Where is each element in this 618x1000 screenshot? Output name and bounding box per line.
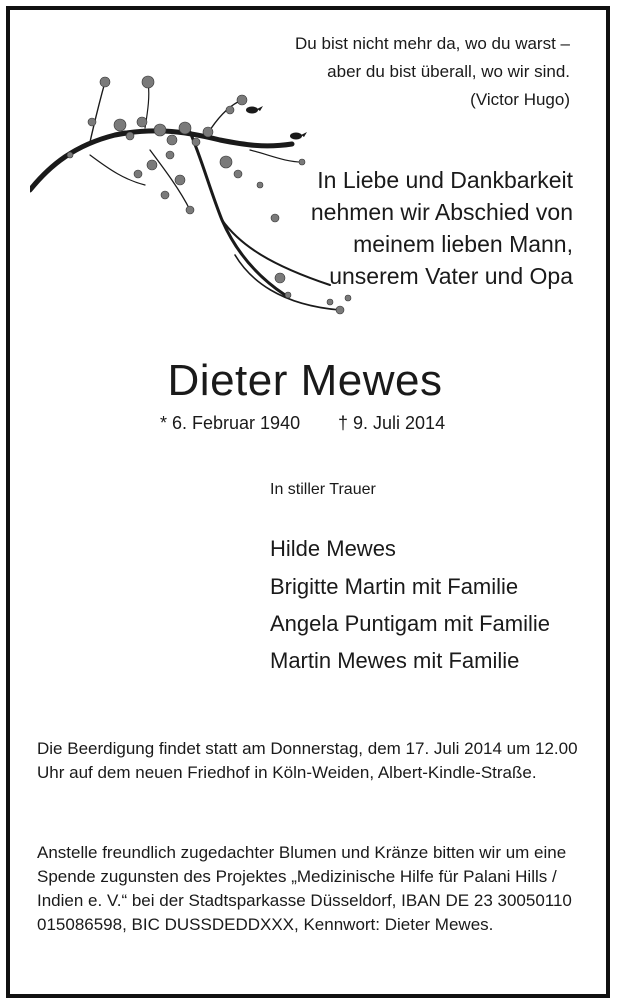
donation-notice: Anstelle freundlich zugedachter Blumen und Kränze bitten wir um eine Spende zugunsten des Projektes „Medizinische Hilfe für Palani Hills / Indien e. V.“ bei der Stadtsparkasse Düsseldorf, IBAN DE 23 30050110 015086598, BIC DUSSDEDDXXX, Kennwort: Dieter Mewes. (37, 843, 572, 934)
farewell-line-1: In Liebe und Dankbarkeit (317, 167, 573, 193)
mourner-name: Martin Mewes mit Familie (270, 648, 520, 673)
funeral-notice: Die Beerdigung findet statt am Donnerstag, dem 17. Juli 2014 um 12.00 Uhr auf dem neuen Friedhof in Köln-Weiden, Albert-Kindle-Straße. (37, 739, 578, 782)
quote-line-1: Du bist nicht mehr da, wo du warst – (295, 34, 570, 53)
birth-date: * 6. Februar 1940 (160, 413, 301, 433)
mourner-name: Brigitte Martin mit Familie (270, 574, 519, 599)
mourner-name: Hilde Mewes (270, 536, 396, 561)
quote-author: (Victor Hugo) (470, 90, 570, 109)
quote-line-2: aber du bist überall, wo wir sind. (327, 62, 570, 81)
death-date: † 9. Juli 2014 (338, 413, 446, 433)
branch-strokes (30, 82, 340, 310)
mourner-name: Angela Puntigam mit Familie (270, 611, 551, 636)
deceased-name: Dieter Mewes (167, 356, 443, 405)
farewell-line-4: unserem Vater und Opa (329, 263, 573, 289)
mourning-heading: In stiller Trauer (270, 481, 376, 498)
farewell-line-3: meinem lieben Mann, (353, 231, 573, 257)
farewell-line-2: nehmen wir Abschied von (310, 199, 573, 225)
